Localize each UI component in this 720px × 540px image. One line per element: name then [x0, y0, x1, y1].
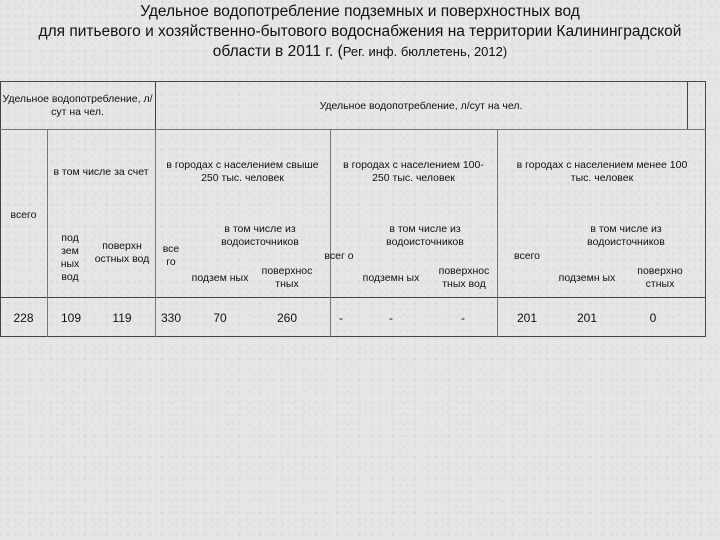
- page-title: [0, 2, 720, 62]
- incl-sources-header-b: в том числе из водоисточников: [221, 223, 299, 248]
- value-under100-underground: 201: [576, 310, 598, 325]
- incl-account-header: в том числе за счет: [53, 165, 149, 178]
- group-over-250-header: в городах с населением свыше 250 тыс. человек: [166, 159, 319, 184]
- title-line-3-main: области в 2011 г. (: [212, 43, 343, 60]
- underground-header-a: под зем ных вод: [60, 232, 80, 283]
- total-header-b: все го: [162, 243, 180, 268]
- value-100-250-surface: -: [461, 310, 465, 325]
- value-underground: 109: [60, 310, 82, 325]
- underground-header-d: подземн ых: [558, 271, 616, 284]
- value-100-250-underground: -: [389, 310, 393, 325]
- group-under-100-header: в городах с населением менее 100 тыс. человек: [516, 159, 688, 184]
- value-under100-total: 201: [516, 310, 538, 325]
- surface-header-d: поверхно стных: [637, 265, 683, 290]
- value-over250-underground: 70: [213, 310, 227, 325]
- value-100-250-total: -: [339, 310, 343, 325]
- total-header-d: всего: [514, 249, 540, 262]
- surface-header-b: поверхнос тных: [261, 265, 313, 290]
- title-line-3: [0, 42, 720, 62]
- total-header: всего: [10, 208, 37, 221]
- underground-header-b: подзем ных: [191, 271, 249, 284]
- main-header-cell: Удельное водопотребление, л/сут на чел.: [319, 99, 523, 112]
- title-line-1: Удельное водопотребление подземных и поверхностных вод: [140, 3, 580, 20]
- title-source: Рег. инф. бюллетень, 2012): [342, 44, 508, 59]
- incl-sources-header-d: в том числе из водоисточников: [587, 223, 665, 248]
- row-header-cell: Удельное водопотребление, л/сут на чел.: [2, 93, 153, 118]
- underground-header-c: подземн ых: [362, 271, 420, 284]
- total-header-c: всег о: [324, 249, 354, 262]
- surface-header-c: поверхнос тных вод: [438, 265, 490, 290]
- group-100-250-header: в городах с населением 100-250 тыс. человек: [343, 159, 484, 184]
- title-line-2: для питьевого и хозяйственно-бытового водоснабжения на территории Калининградской: [38, 23, 682, 40]
- value-surface: 119: [112, 310, 132, 325]
- value-over250-total: 330: [160, 310, 182, 325]
- value-over250-surface: 260: [276, 310, 298, 325]
- value-under100-surface: 0: [649, 310, 657, 325]
- surface-header-a: поверхн остных вод: [94, 240, 150, 265]
- consumption-table: [0, 81, 706, 337]
- value-total: 228: [13, 310, 34, 325]
- incl-sources-header-c: в том числе из водоисточников: [386, 223, 464, 248]
